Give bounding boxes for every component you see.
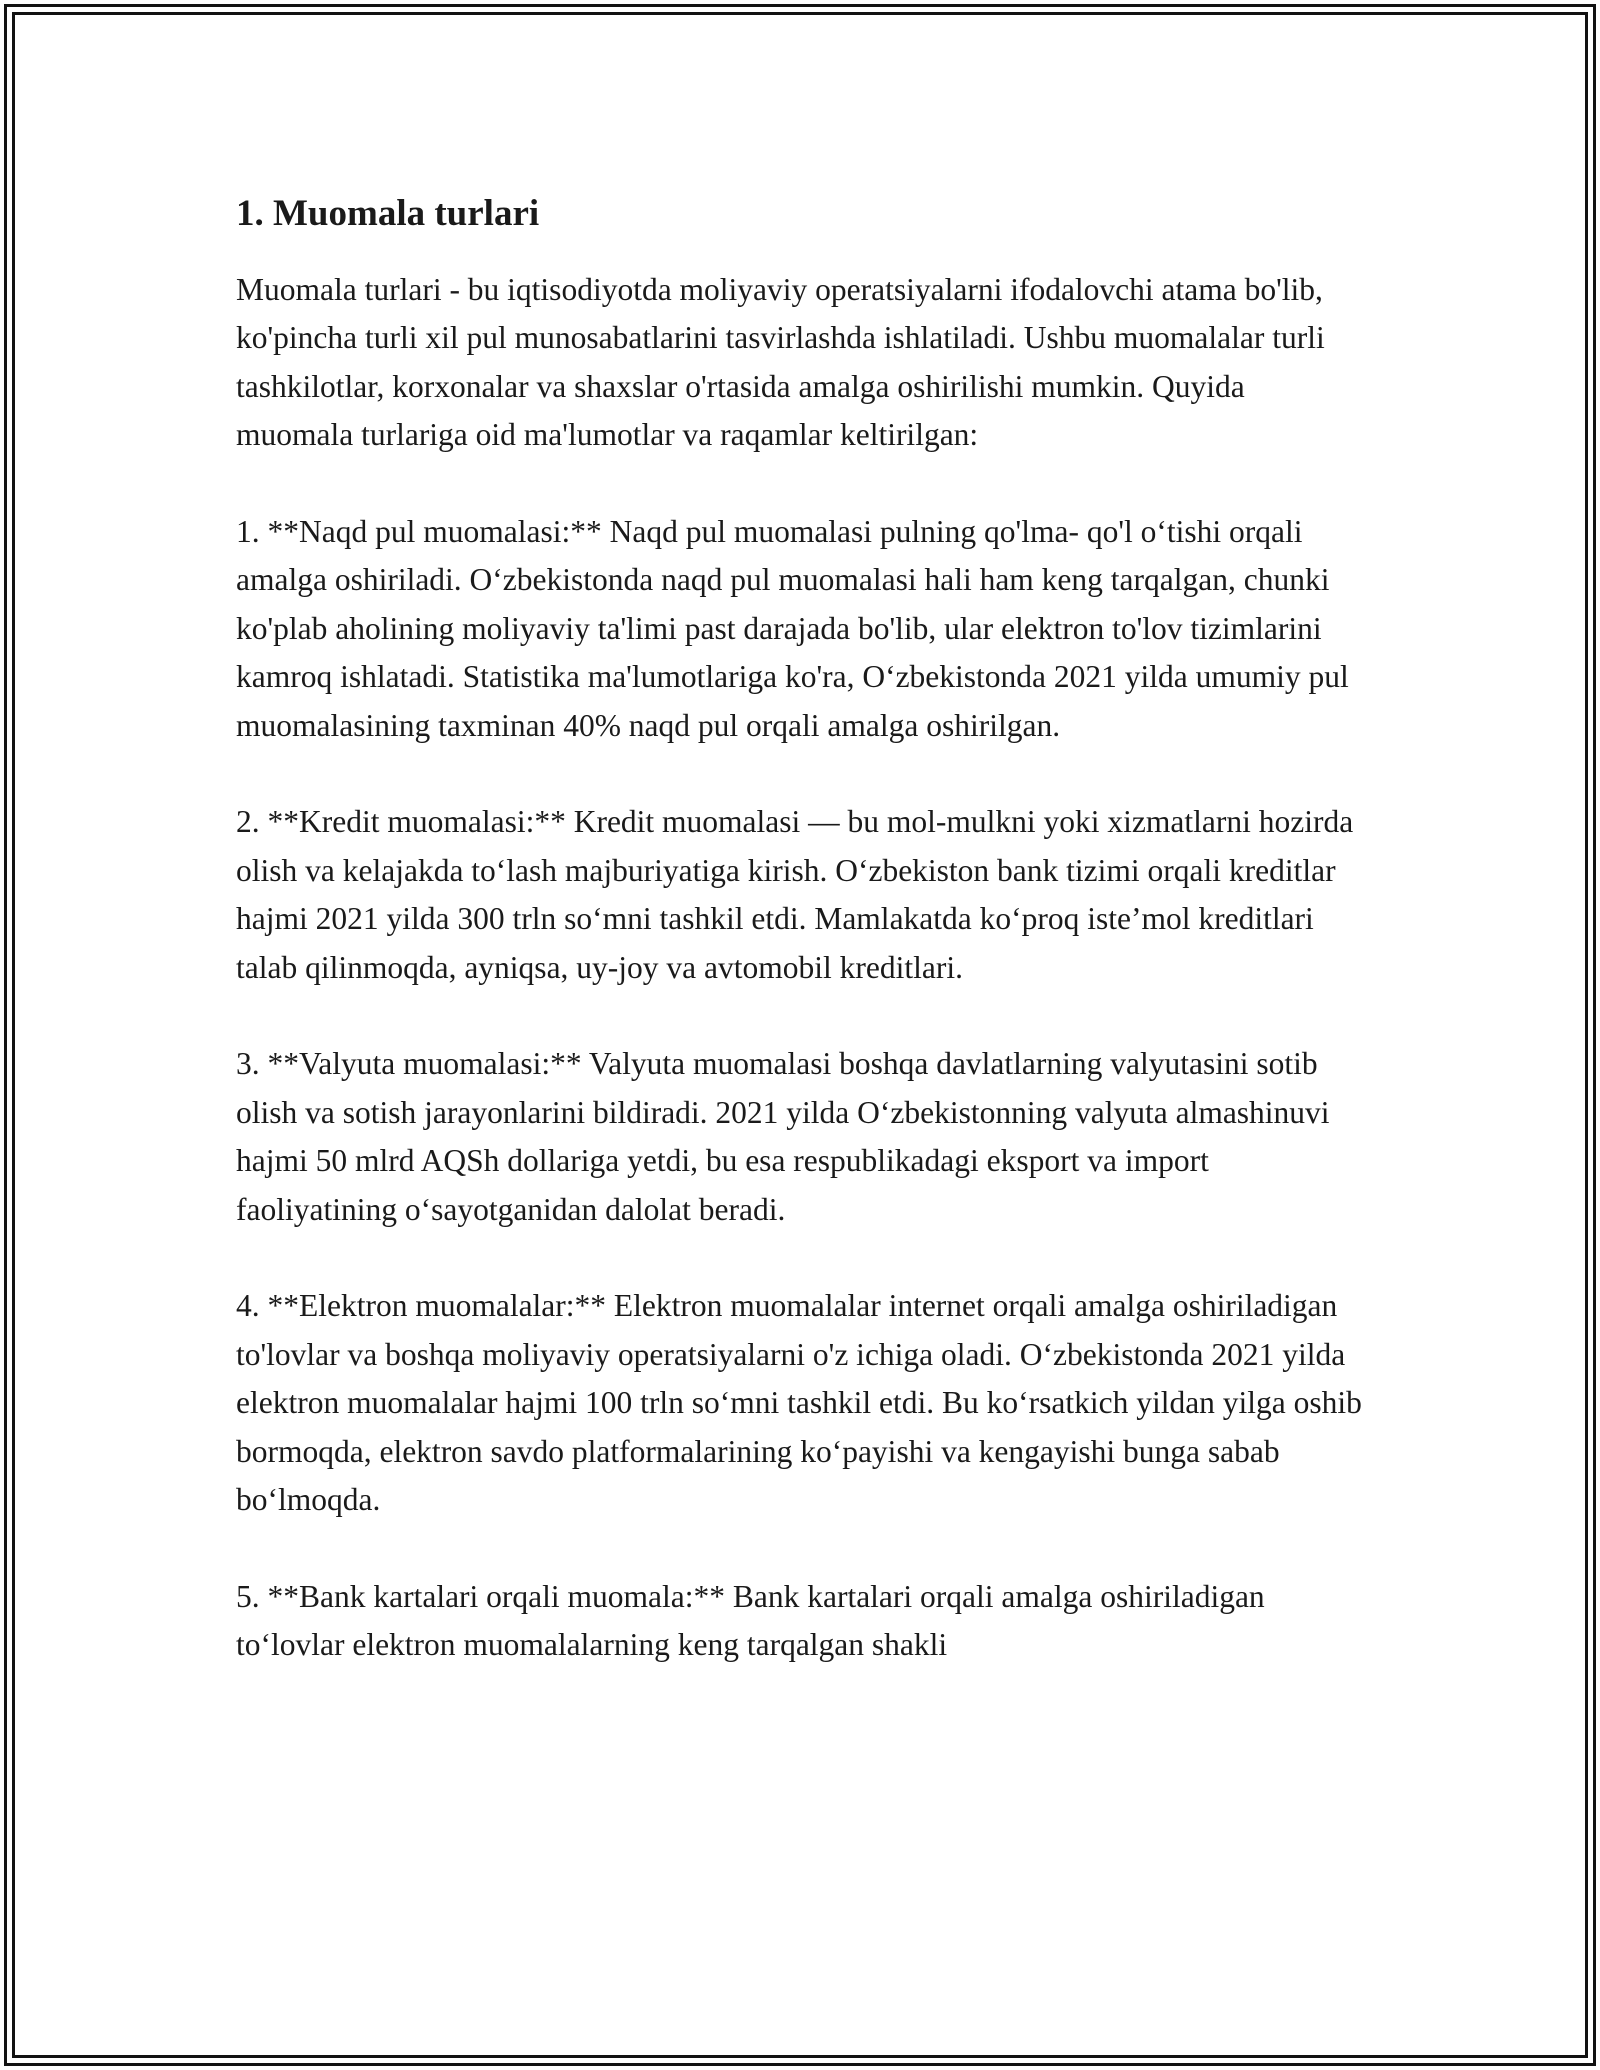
paragraph-cash-circulation: 1. **Naqd pul muomalasi:** Naqd pul muomalasi pulning qo'lma- qo'l o‘tishi orqali amalga oshiriladi. O‘zbekistonda naqd pul muomalasi hali ham keng tarqalgan, chunki ko'plab aholining moliyaviy ta'limi past darajada bo'lib, ular elektron to'lov tizimlarini kamroq ishlatadi. Statistika ma'lumotlariga ko'ra, O‘zbekistonda 2021 yilda umumiy pul muomalasining taxminan 40% naqd pul orqali amalga oshirilgan.: [236, 514, 1349, 743]
intro-paragraph: Muomala turlari - bu iqtisodiyotda moliyaviy operatsiyalarni ifodalovchi atama bo'lib, ko'pincha turli xil pul munosabatlarini tasvirlashda ishlatiladi. Ushbu muomalalar turli tashkilotlar, korxonalar va shaxslar o'rtasida amalga oshirilishi mumkin. Quyida muomala turlariga oid ma'lumotlar va raqamlar keltirilgan:: [236, 272, 1325, 453]
paragraph-currency-circulation: 3. **Valyuta muomalasi:** Valyuta muomalasi boshqa davlatlarning valyutasini sotib olish va sotish jarayonlarini bildiradi. 2021 yilda O‘zbekistonning valyuta almashinuvi hajmi 50 mlrd AQSh dollariga yetdi, bu esa respublikadagi eksport va import faoliyatining o‘sayotganidan dalolat beradi.: [236, 1046, 1330, 1227]
paragraph-electronic-circulation: 4. **Elektron muomalalar:** Elektron muomalalar internet orqali amalga oshiriladigan to'lovlar va boshqa moliyaviy operatsiyalarni o'z ichiga oladi. O‘zbekistonda 2021 yilda elektron muomalalar hajmi 100 trln so‘mni tashkil etdi. Bu ko‘rsatkich yildan yilga oshib bormoqda, elektron savdo platformalarining ko‘payishi va kengayishi bunga sabab bo‘lmoqda.: [236, 1288, 1362, 1518]
paragraph-bank-card-circulation: 5. **Bank kartalari orqali muomala:** Bank kartalari orqali amalga oshiriladigan to‘lovlar elektron muomalalarning keng tarqalgan shakli: [236, 1578, 1265, 1663]
paragraph-credit-circulation: 2. **Kredit muomalasi:** Kredit muomalasi — bu mol-mulkni yoki xizmatlarni hozirda olish va kelajakda to‘lash majburiyatiga kirish. O‘zbekiston bank tizimi orqali kreditlar hajmi 2021 yilda 300 trln so‘mni tashkil etdi. Mamlakatda ko‘proq iste’mol kreditlari talab qilinmoqda, ayniqsa, uy-joy va avtomobil kreditlari.: [236, 804, 1354, 985]
document-body: [236, 186, 1366, 1718]
section-heading: 1. Muomala turlari: [236, 193, 540, 234]
